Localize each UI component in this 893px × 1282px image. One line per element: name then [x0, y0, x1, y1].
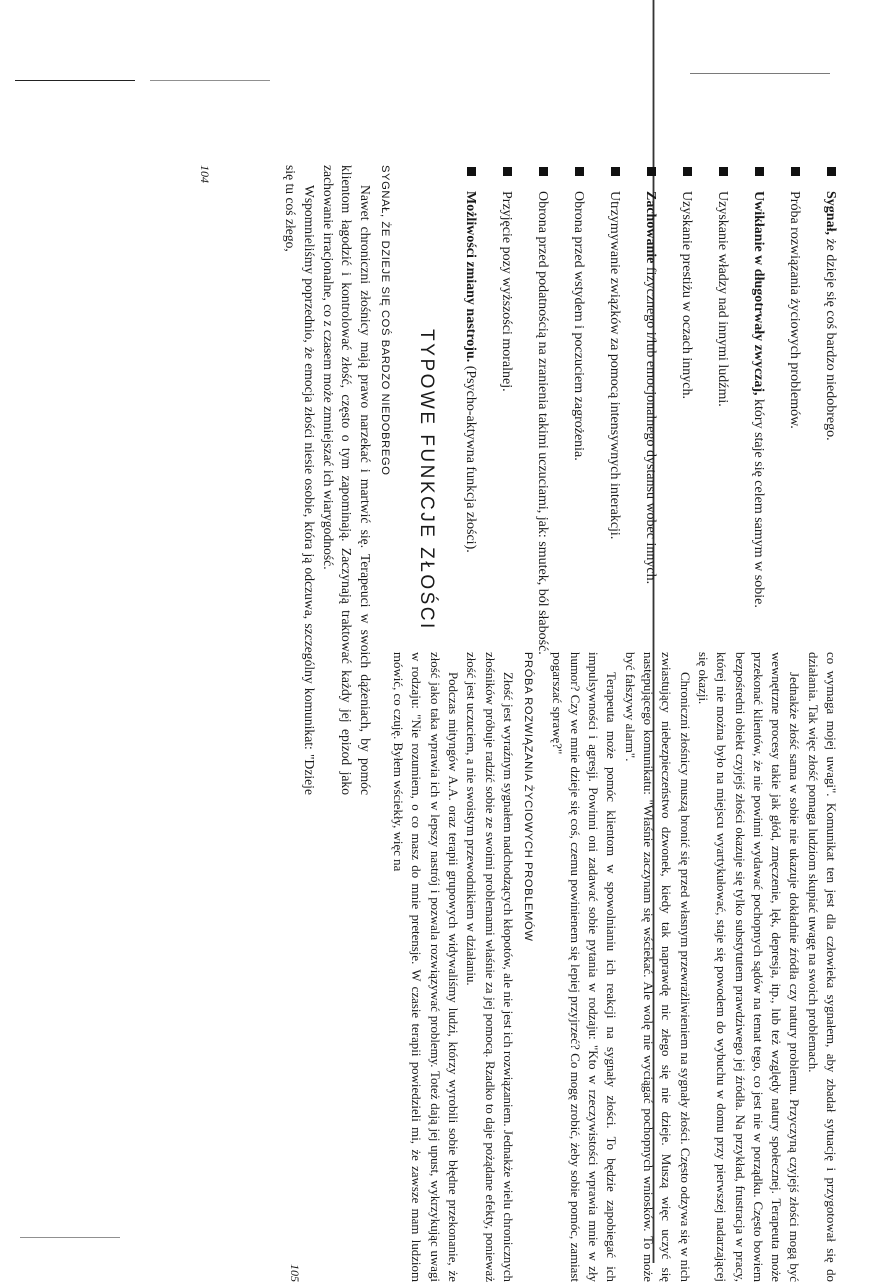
- chapter-title: TYPOWE FUNKCJE ZŁOŚCI: [416, 329, 437, 631]
- bullet-item: Uzyskanie prestiżu w oczach innych.: [677, 165, 696, 795]
- paragraph: co wymaga mojej uwagi". Komunikat ten jest dla człowieka sygnałem, aby zbadał sytuację i przygotował się do działania. Tak więc złość pomaga ludziom skupiać uwagę na swoich problemach.: [805, 652, 838, 1282]
- paragraph: Złość jest wyraźnym sygnałem nadchodzących kłopotów, ale nie jest ich rozwiązaniem. Jednakże wielu chronicznych złośników próbuje radzić sobie ze swoimi problemami właśnie za jej pomocą. Rzadko to daje pożądane efekty, ponieważ złość jest uczuciem, a nie swoistym przewodnikiem w działaniu.: [464, 652, 515, 1282]
- bullet-item: Przyjęcie pozy wyższości moralnej.: [497, 165, 516, 795]
- bullet-item: Próba rozwiązania życiowych problemów.: [785, 165, 804, 795]
- paragraph: Jednakże złość sama w sobie nie ukazuje dokładnie źródła czy natury problemu. Przyczyną czyjejś złości mogą być wewnętrzne procesy takie jak głód, zmęczenie, lęk, depresja, itp., lub też względy natury społecznej. Terapeuta może przekonać klientów, że nie powinni wydawać pochopnych sądów na temat tego, co jest nie w porządku. Często bowiem bezpośredni obiekt czyjejś złości okazuje się tylko substytutem prawdziwego jej źródła. Na przykład, frustracja w pracy, której nie można było na miejscu wyartykułować, staje się powodem do wybuchu w domu przy pierwszej nadarzającej się okazji.: [695, 652, 802, 1282]
- bullet-item: Uzyskanie władzy nad innymi ludźmi.: [713, 165, 732, 795]
- scan-artifact-line: [690, 73, 830, 74]
- section-title: SYGNAŁ, ŻE DZIEJE SIĘ COŚ BARDZO NIEDOBREGO: [379, 165, 392, 476]
- paragraph: Wspomnieliśmy poprzednio, że emocja złości niesie osobie, która ją odczuwa, szczególny komunikat: "Dzieje się tu coś złego,: [283, 165, 318, 795]
- page-number: 104: [197, 165, 212, 183]
- scan-artifact-line: [15, 80, 135, 81]
- scan-artifact-line: [20, 1237, 120, 1238]
- bullet-item: Obrona przed podatnością na zranienia takimi uczuciami, jak: smutek, ból słabość.: [533, 165, 552, 795]
- paragraph: Terapeuta może pomóc klientom w spowolnianiu ich reakcji na sygnały złości. To będzie zapobiegać ich impulsywności i agresji. Powinni oni zadawać sobie pytania w rodzaju: "Kto w rzeczywistości wprawia mnie w zły humor? Czy we mnie dzieje się coś, czemu powinienem się lepiej przyjrzeć? Co mogę zrobić, żeby sobie pomóc, zamiast pogarszać sprawę?": [549, 652, 619, 1282]
- bullet-item: Uwikłanie w długotrwały zwyczaj, który staje się celem samym w sobie.: [749, 165, 768, 795]
- paragraph: Chroniczni złośnicy muszą bronić się przed własnym przewrażliwieniem na sygnały złości. Często odzywa się w nich zwiastujący niebezpieczeństwo dzwonek, kiedy tak naprawdę nic złego się nie dzieje. Muszą więc uczyć się następującego komunikatu: "Właśnie zaczynam się wściekać. Ale wolę nie wyciągać pochopnych wniosków. To może być fałszywy alarm".: [622, 652, 692, 1282]
- bullet-item: Sygnał, że dzieje się coś bardzo niedobrego.: [821, 165, 840, 795]
- section-title: PRÓBA ROZWIĄZANIA ŻYCIOWYCH PROBLEMÓW: [522, 652, 535, 942]
- paragraph: Nawet chroniczni złośnicy mają prawo narzekać i martwić się. Terapeuci w swoich dążeniach, by pomóc klientom łagodzić i kontrolować złość, często o tym zapominają. Zaczynają traktować każdy jej epizod jako zachowanie irracjonalne, co z czasem może zmniejszać ich wiarygodność.: [320, 165, 373, 795]
- scan-artifact-line: [150, 80, 270, 81]
- bullet-item: Utrzymywanie związków za pomocą intensywnych interakcji.: [605, 165, 624, 795]
- page-number: 105: [288, 1264, 303, 1282]
- bullet-item: Obrona przed wstydem i poczuciem zagrożenia.: [569, 165, 588, 795]
- bullet-item: Możliwości zmiany nastroju. (Psycho-aktywna funkcja złości).: [461, 165, 480, 795]
- page-105: [240, 652, 840, 1282]
- bullet-item: Zachowanie fizycznego i/lub emocjonalnego dystansu wobec innych.: [641, 165, 660, 795]
- paragraph: Podczas mityngów A.A. oraz terapii grupowych widywaliśmy ludzi, którzy wyrobili sobie błędne przekonanie, że złość jako taka wprawia ich w lepszy nastrój i pozwala rozwiązywać problemy. Toteż dają jej upust, wykrzykując uwagi w rodzaju: "Nie rozumiem, o co masz do mnie pretensje. W czasie terapii powiedzieli mi, że zawsze mam ludziom mówić, co czuję. Byłem wściekły, więc na: [391, 652, 461, 1282]
